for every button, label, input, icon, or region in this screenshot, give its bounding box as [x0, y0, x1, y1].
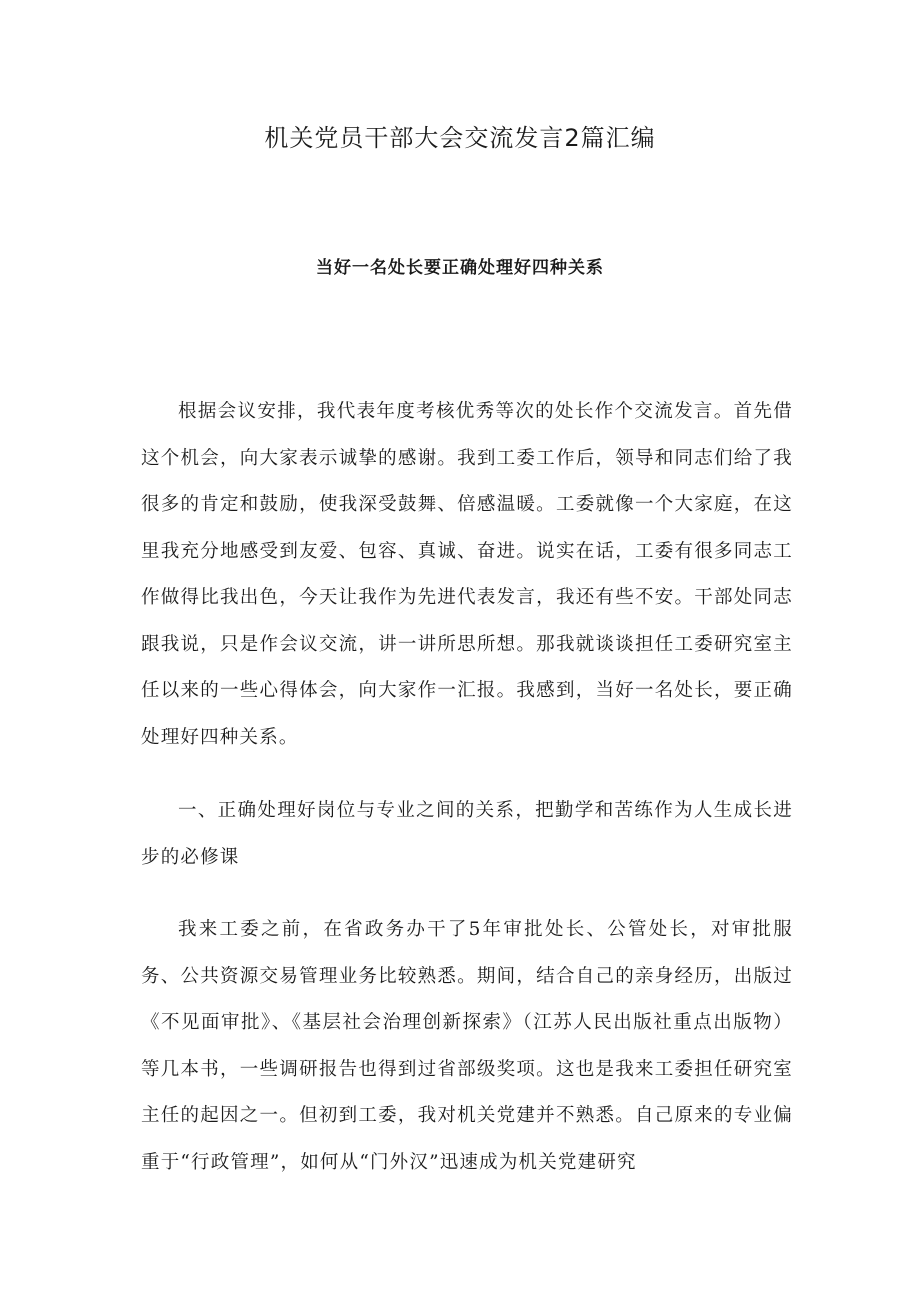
document-title: 机关党员干部大会交流发言2篇汇编	[264, 124, 656, 152]
paragraph-section-one: 我来工委之前，在省政务办干了5年审批处长、公管处长，对审批服务、公共资源交易管理业务比较熟悉。期间，结合自己的亲身经历，出版过《不见面审批》、《基层社会治理创新探索》（江苏人民出版社重点出版物）等几本书，一些调研报告也得到过省部级奖项。这也是我来工委担任研究室主任的起因之一。但初到工委，我对机关党建并不熟悉。自己原来的专业偏重于“行政管理”，如何从“门外汉”迅速成为机关党建研究	[141, 919, 793, 1173]
document-subtitle: 当好一名处长要正确处理好四种关系	[316, 258, 604, 278]
section-heading-one: 一、正确处理好岗位与专业之间的关系，把勤学和苦练作为人生成长进步的必修课	[141, 800, 793, 868]
paragraph-opening: 根据会议安排，我代表年度考核优秀等次的处长作个交流发言。首先借这个机会，向大家表示诚挚的感谢。我到工委工作后，领导和同志们给了我很多的肯定和鼓励，使我深受鼓舞、倍感温暖。工委就像一个大家庭，在这里我充分地感受到友爱、包容、真诚、奋进。说实在话，工委有很多同志工作做得比我出色，今天让我作为先进代表发言，我还有些不安。干部处同志跟我说，只是作会议交流，讲一讲所思所想。那我就谈谈担任工委研究室主任以来的一些心得体会，向大家作一汇报。我感到，当好一名处长，要正确处理好四种关系。	[141, 401, 793, 748]
